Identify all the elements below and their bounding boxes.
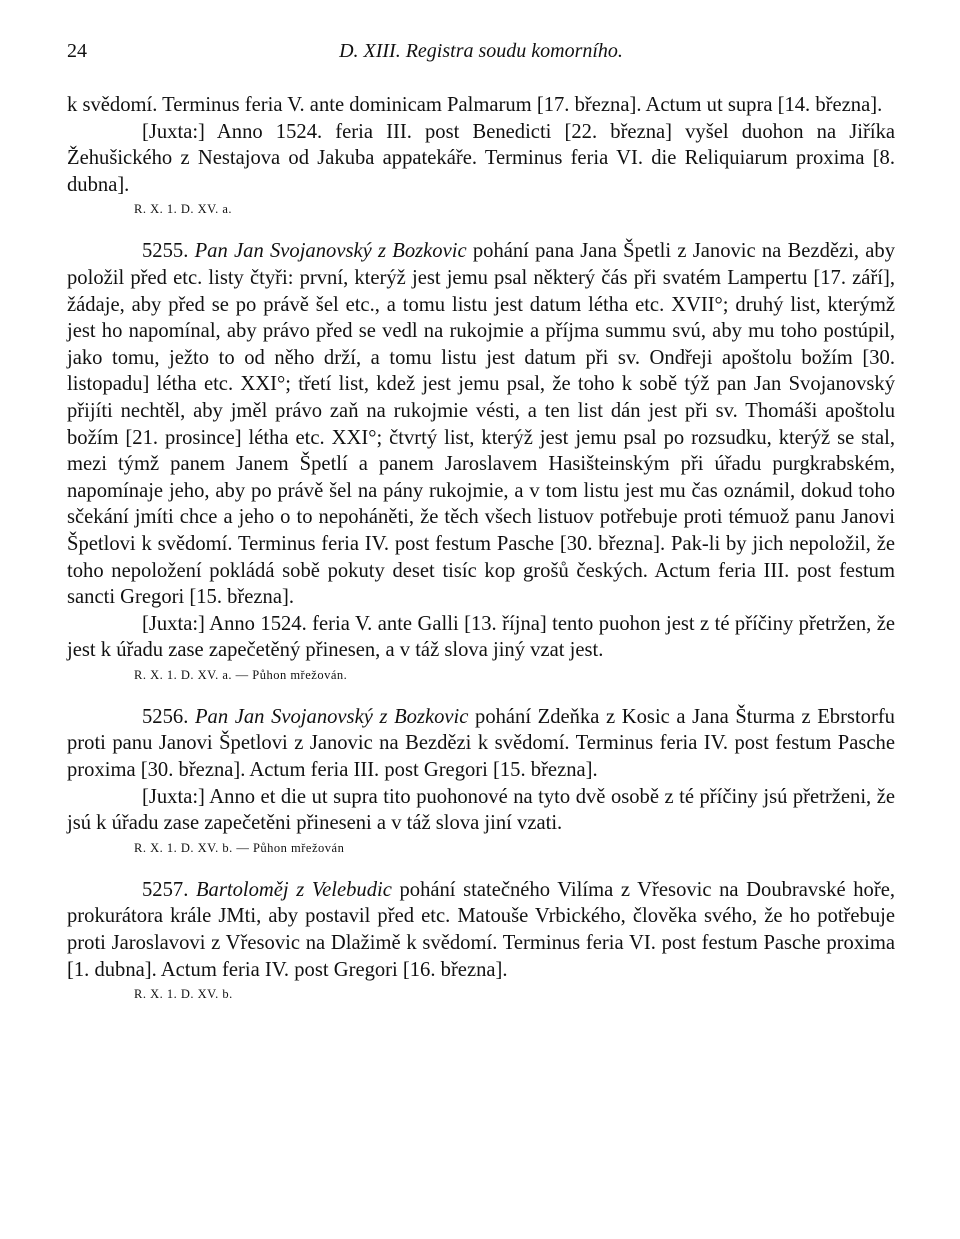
entry-number: 5255. [142, 240, 189, 263]
entry-5256 [67, 704, 895, 784]
entry-number: 5256. [142, 705, 189, 728]
page-number: 24 [67, 40, 87, 62]
running-title: D. XIII. Registra soudu komorního. [339, 40, 623, 62]
entry-plaintiff: Pan Jan Svojanovský z Bozkovic [194, 705, 469, 728]
entry-5257 [67, 877, 895, 983]
entry-text: pohání pana Jana Špetli z Janovic na Bezdězi, aby položil před etc. listy čtyři: první, kterýž jest jemu psal některý čás při svatém Lampertu [17. září], žádaje, aby před se po právě šel etc., a tomu listu jest datum létha etc. XVII°; druhý list, kterýmž jest ho napomínal, aby právo před se vedl na rukojmie a příjma summu svú, aby mu toho postúpil, jako tomu, ježto to od něho drží, a tomu listu jest datum při sv. Ondřeji apoštolu božím [30. listopadu] létha etc. XXI°; třetí list, kdež jest jemu psal, že toho k sobě týž pan Jan Svojanovský přijíti nechtěl, aby jměl právo zaň na rukojmie vésti, a ten list dán jest při sv. Thomáši apoštolu božím [21. prosince] létha etc. XXI°; čtvrtý list, kterýž jest jemu psal po rozsudku, kterýž se stal, mezi týmž panem Janem Špetlí a panem Jaroslavem Hasišteinským při úřadu purgkrabském, napomínaje jeho, aby po právě šel na pány rukojmie, a v tom listu jest mu čas oznámil, dokud toho sčekání jmíti chce a jeho o to nepoháněti, že těch všech listuov potřebuje proti témuož panu Janovi Špetlovi k svědomí. Terminus feria IV. post festum Pasche [30. března]. Pak-li by jich nepoložil, že toho nepoložení pokládá sobě pokuty deset tisíc kop grošů českých. Actum feria III. post festum sancti Gregori [15. března]. [67, 240, 896, 609]
entry-plaintiff: Pan Jan Svojanovský z Bozkovic [194, 240, 467, 263]
source-reference: R. X. 1. D. XV. a. [134, 202, 233, 217]
entry-text: pohání statečného Vilíma z Vřesovic na Doubravské hoře, prokurátora krále JMti, aby postavil před etc. Matouše Vrbického, člověka svého, že ho potřebuje proti Jaroslavovi z Vřesovic na Dlažimě k svědomí. Terminus feria VI. post festum Pasche proxima [1. dubna]. Actum feria IV. post Gregori [16. března]. [67, 878, 895, 981]
entry-number: 5257. [142, 878, 189, 901]
source-reference: R. X. 1. D. XV. a. — Půhon mřežován. [134, 667, 348, 682]
juxta-paragraph: [Juxta:] Anno 1524. feria III. post Benedicti [22. března] vyšel duohon na Jiříka Žehušického z Nestajova od Jakuba appatekáře. Terminus feria VI. die Reliquiarum proxima [8. dubna]. [67, 120, 895, 196]
source-reference: R. X. 1. D. XV. b. — Půhon mřežován [134, 840, 345, 855]
juxta-paragraph: [Juxta:] Anno 1524. feria V. ante Galli [13. října] tento puohon jest z té příčiny přetržen, že jest k úřadu zase zapečetěný přinesen, a v táž slova jiný vzat jest. [67, 612, 895, 662]
juxta-paragraph: [Juxta:] Anno et die ut supra tito puohonové na tyto dvě osobě z té příčiny jsú přetrženi, že jsú k úřadu zase zapečetěni přineseni a v táž slova jiní vzati. [67, 785, 895, 835]
running-header [67, 40, 895, 70]
entry-plaintiff: Bartoloměj z Velebudic [195, 878, 392, 901]
document-page [67, 40, 895, 1003]
continued-paragraph: k svědomí. Terminus feria V. ante dominicam Palmarum [17. března]. Actum ut supra [14. března]. [67, 94, 883, 116]
entry-5255 [67, 238, 895, 610]
entry-text: pohání Zdeňka z Kosic a Jana Šturma z Ebrstorfu proti panu Janovi Špetlovi z Janovic na Bezdězi k svědomí. Terminus feria IV. post festum Pasche proxima [30. března]. Actum feria III. post Gregori [15. března]. [67, 705, 895, 782]
source-reference: R. X. 1. D. XV. b. [134, 987, 233, 1002]
page-body [67, 92, 895, 1003]
